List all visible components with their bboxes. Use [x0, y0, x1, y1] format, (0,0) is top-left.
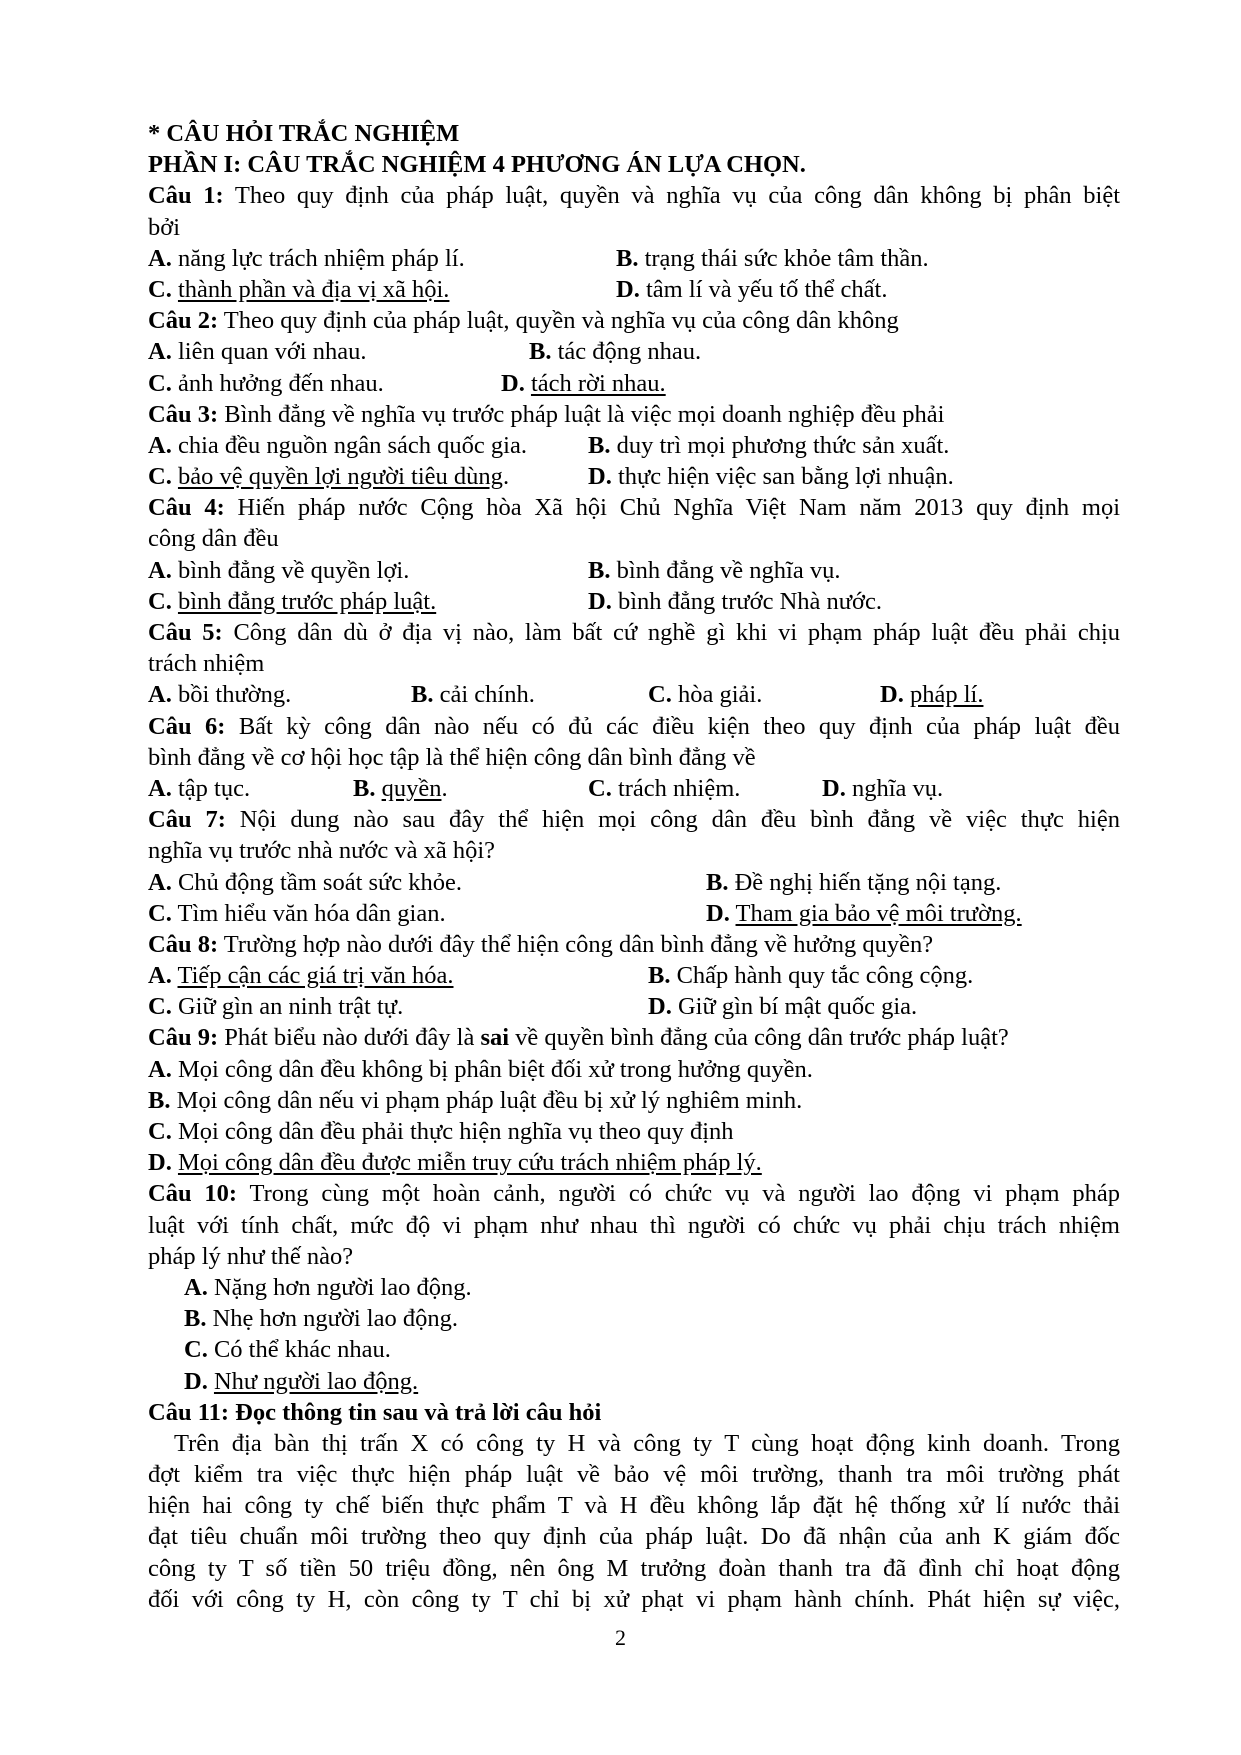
option-d: D. tách rời nhau. [501, 369, 666, 397]
question-label: Câu 8: [148, 930, 219, 958]
correct-answer: Tiếp cận các giá trị văn hóa. [177, 962, 454, 990]
option-b: B. duy trì mọi phương thức sản xuất. [588, 431, 950, 459]
option-a: A. Mọi công dân đều không bị phân biệt đối xử trong hưởng quyền. [148, 1055, 813, 1083]
correct-answer: Như người lao động. [213, 1367, 419, 1395]
question-6-stem: Câu 6: Bất kỳ công dân nào nếu có đủ các điều kiện theo quy định của pháp luật đều [148, 712, 1121, 740]
option-d: D. Như người lao động. [184, 1367, 419, 1395]
option-c: C. Mọi công dân đều phải thực hiện nghĩa vụ theo quy định [148, 1118, 734, 1145]
option-a: A. tập tục. [148, 774, 251, 802]
question-7-options-row [148, 898, 1120, 929]
emphasis-word: sai [480, 1024, 510, 1052]
question-9-stem: Câu 9: Phát biểu nào dưới đây là sai về quyền bình đẳng của công dân trước pháp luật? [148, 1024, 1009, 1052]
question-label: Câu 2: [148, 307, 219, 335]
question-label: Câu 10: [148, 1180, 238, 1208]
question-3-options-row [148, 461, 1120, 492]
correct-answer: Tham gia bảo vệ môi trường. [735, 899, 1022, 927]
correct-answer: thành phần và địa vị xã hội. [177, 275, 450, 303]
question-10-stem-cont: luật với tính chất, mức độ vi phạm như nhau thì người có chức vụ phải chịu trách nhiệm [148, 1211, 1120, 1239]
option-a: A. bình đẳng về quyền lợi. [148, 556, 410, 584]
part-heading: PHẦN I: CÂU TRẮC NGHIỆM 4 PHƯƠNG ÁN LỰA CHỌN. [148, 151, 806, 179]
option-d: D. tâm lí và yếu tố thể chất. [616, 275, 888, 303]
option-b: B. Mọi công dân nếu vi phạm pháp luật đều bị xử lý nghiêm minh. [148, 1086, 803, 1114]
question-label: Câu 1: [148, 182, 224, 210]
question-10-stem: Câu 10: Trong cùng một hoàn cảnh, người có chức vụ và người lao động vi phạm pháp [148, 1180, 1121, 1208]
option-b: B. Đề nghị hiến tặng nội tạng. [706, 868, 1002, 896]
option-c: C. Giữ gìn an ninh trật tự. [148, 993, 404, 1021]
option-b: B. trạng thái sức khỏe tâm thần. [616, 244, 929, 272]
question-1-stem [148, 180, 1120, 211]
correct-answer: tách rời nhau. [530, 369, 666, 397]
option-c: C. bình đẳng trước pháp luật. [148, 587, 437, 615]
question-4-stem-cont: công dân đều [148, 525, 279, 553]
option-b: B. cải chính. [411, 681, 535, 709]
question-6-options-row [148, 773, 1120, 804]
option-b: B. bình đẳng về nghĩa vụ. [588, 556, 841, 584]
option-d: D. Giữ gìn bí mật quốc gia. [648, 993, 918, 1021]
option-b: B. tác động nhau. [529, 338, 702, 366]
question-1-options-row [148, 274, 1120, 305]
option-c: C. thành phần và địa vị xã hội. [148, 275, 450, 303]
page-content [148, 118, 1120, 1615]
question-2-options-row [148, 336, 1120, 367]
question-8-options-row [148, 960, 1120, 991]
option-a: A. Chủ động tầm soát sức khỏe. [148, 868, 463, 896]
question-1-stem-cont: bởi [148, 213, 181, 241]
page-number: 2 [615, 1625, 626, 1650]
question-4-options-row [148, 586, 1120, 617]
question-label: Câu 9: [148, 1024, 219, 1052]
option-a: A. liên quan với nhau. [148, 338, 367, 366]
question-5-stem: Câu 5: Công dân dù ở địa vị nào, làm bất cứ nghề gì khi vi phạm pháp luật đều phải chịu [148, 619, 1120, 646]
correct-answer: quyền [381, 774, 442, 802]
question-6-stem-cont: bình đẳng về cơ hội học tập là thể hiện công dân bình đẳng về [148, 743, 756, 771]
question-label: Câu 7: [148, 806, 226, 834]
option-c: C. Có thể khác nhau. [184, 1336, 391, 1364]
option-d: D. Tham gia bảo vệ môi trường. [706, 899, 1022, 927]
correct-answer: bảo vệ quyền lợi người tiêu dùng [177, 463, 503, 491]
question-3-stem: Câu 3: Bình đẳng về nghĩa vụ trước pháp luật là việc mọi doanh nghiệp đều phải [148, 400, 945, 428]
option-a: A. Nặng hơn người lao động. [184, 1273, 472, 1301]
question-label: Câu 5: [148, 619, 223, 646]
option-d: D. bình đẳng trước Nhà nước. [588, 587, 883, 615]
option-d: D. Mọi công dân đều được miễn truy cứu trách nhiệm pháp lý. [148, 1149, 762, 1177]
section-heading: * CÂU HỎI TRẮC NGHIỆM [148, 120, 460, 147]
question-4-stem: Câu 4: Hiến pháp nước Cộng hòa Xã hội Chủ Nghĩa Việt Nam năm 2013 quy định mọi [148, 494, 1121, 522]
option-c: C. Tìm hiểu văn hóa dân gian. [148, 899, 446, 927]
option-c: C. hòa giải. [648, 681, 763, 709]
question-5-stem-cont: trách nhiệm [148, 650, 265, 678]
question-7-options-row [148, 867, 1120, 898]
passage-line: đối với công ty H, còn công ty T chỉ bị xử phạt vi phạm hành chính. Phát hiện sự việc, [148, 1585, 1120, 1613]
correct-answer: bình đẳng trước pháp luật. [177, 587, 437, 615]
question-label: Câu 4: [148, 494, 225, 522]
passage-line: Trên địa bàn thị trấn X có công ty H và công ty T cùng hoạt động kinh doanh. Trong [174, 1429, 1120, 1457]
option-a: A. chia đều nguồn ngân sách quốc gia. [148, 431, 527, 459]
question-7-stem-cont: nghĩa vụ trước nhà nước và xã hội? [148, 837, 496, 865]
question-2-stem: Câu 2: Theo quy định của pháp luật, quyền và nghĩa vụ của công dân không [148, 307, 899, 335]
option-c: C. trách nhiệm. [588, 774, 741, 802]
option-a: A. năng lực trách nhiệm pháp lí. [148, 244, 465, 272]
question-text: Theo quy định của pháp luật, quyền và nghĩa vụ của công dân không bị phân biệt [234, 182, 1121, 210]
question-2-options-row [148, 368, 1120, 399]
question-3-options-row [148, 430, 1120, 461]
correct-answer: pháp lí. [909, 681, 984, 709]
option-c: C. bảo vệ quyền lợi người tiêu dùng. [148, 463, 510, 491]
option-a: A. Tiếp cận các giá trị văn hóa. [148, 962, 454, 990]
option-b: B. quyền. [353, 774, 448, 802]
option-d: D. pháp lí. [880, 681, 984, 709]
passage-line: đạt tiêu chuẩn môi trường theo quy định của pháp luật. Do đã nhận của anh K giám đốc [148, 1523, 1120, 1551]
option-b: B. Chấp hành quy tắc công cộng. [648, 962, 974, 990]
passage-line: công ty T số tiền 50 triệu đồng, nên ông M trưởng đoàn thanh tra đã đình chỉ hoạt động [148, 1554, 1120, 1582]
question-label: Câu 6: [148, 712, 226, 740]
question-8-options-row [148, 991, 1120, 1022]
passage-line: hiện hai công ty chế biến thực phẩm T và H đều không lắp đặt hệ thống xử lí nước thải [148, 1492, 1120, 1520]
question-label: Câu 3: [148, 400, 219, 428]
option-b: B. Nhẹ hơn người lao động. [184, 1305, 458, 1333]
question-10-stem-cont: pháp lý như thế nào? [148, 1242, 354, 1270]
correct-answer: Mọi công dân đều được miễn truy cứu trách nhiệm pháp lý. [177, 1149, 762, 1177]
question-11-heading: Câu 11: Đọc thông tin sau và trả lời câu hỏi [148, 1398, 602, 1426]
question-8-stem: Câu 8: Trường hợp nào dưới đây thể hiện công dân bình đẳng về hưởng quyền? [148, 930, 934, 958]
option-d: D. nghĩa vụ. [822, 774, 944, 802]
question-5-options-row [148, 679, 1120, 710]
option-d: D. thực hiện việc san bằng lợi nhuận. [588, 463, 954, 491]
question-7-stem: Câu 7: Nội dung nào sau đây thể hiện mọi công dân đều bình đẳng về việc thực hiện [148, 806, 1120, 834]
passage-line: đợt kiểm tra việc thực hiện pháp luật về bảo vệ môi trường, thanh tra môi trường phát [148, 1461, 1120, 1489]
option-a: A. bồi thường. [148, 681, 292, 709]
option-c: C. ảnh hưởng đến nhau. [148, 369, 384, 397]
question-1-options-row [148, 243, 1120, 274]
question-4-options-row [148, 555, 1120, 586]
